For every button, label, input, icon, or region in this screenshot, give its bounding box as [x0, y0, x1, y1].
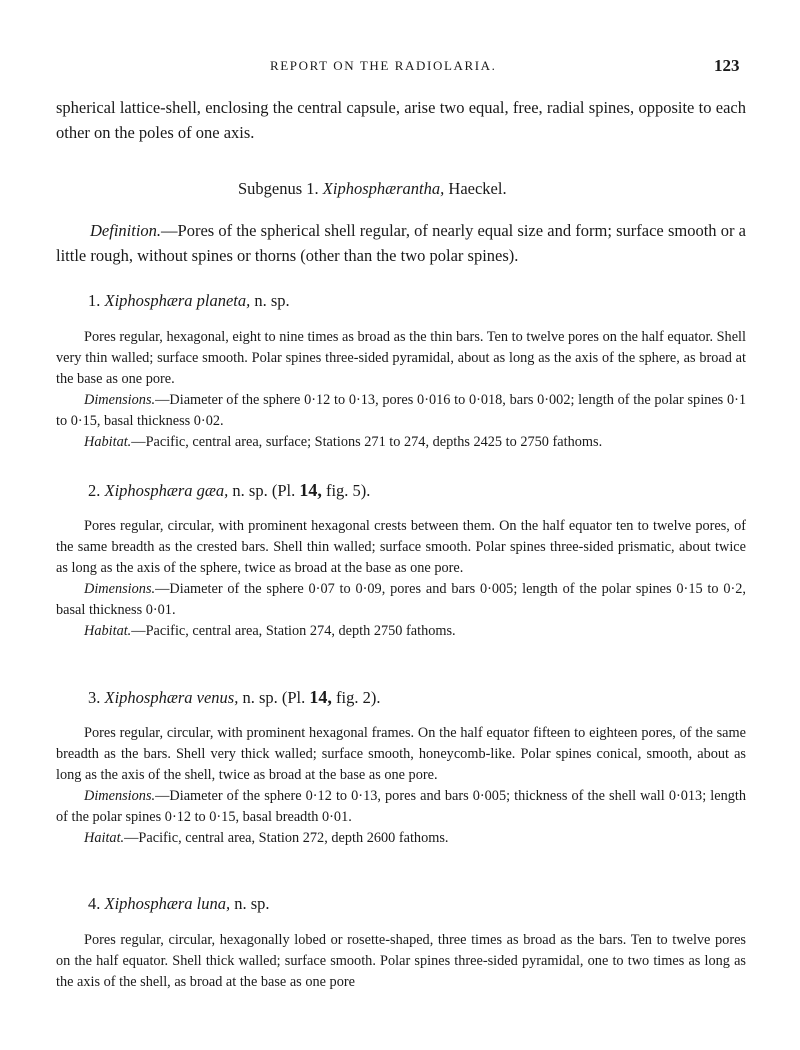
species-heading: [88, 894, 746, 918]
species-name: Xiphosphæra gæa,: [104, 481, 229, 500]
species-body: [56, 516, 746, 642]
species-habitat: [56, 432, 746, 453]
species-entry: [56, 480, 746, 642]
dimensions-text: —Diameter of the sphere 0·12 to 0·13, pores 0·016 to 0·018, bars 0·002; length of the polar spines 0·1 to 0·15, basal thickness 0·02.: [56, 392, 746, 429]
definition-text: —Pores of the spherical shell regular, of nearly equal size and form; surface smooth or a little rough, without spines or thorns (other than the two polar spines).: [56, 221, 746, 265]
species-dimensions: [56, 786, 746, 828]
habitat-text: —Pacific, central area, Station 272, depth 2600 fathoms.: [124, 830, 449, 846]
subgenus-author: Haeckel.: [448, 179, 507, 198]
plate-prefix: (Pl.: [271, 481, 296, 500]
species-status: n. sp.: [254, 291, 290, 310]
subgenus-prefix: Subgenus 1.: [238, 179, 319, 198]
species-entry: [56, 894, 746, 993]
species-description: Pores regular, circular, hexagonally lobed or rosette-shaped, three times as broad as the bars. Ten to twelve pores on the half equator. Shell thick walled; surface smooth. Polar spines three-sided pyramidal, one to two times as long as the axis of the shell, as broad at the base as one pore: [56, 932, 746, 990]
definition-paragraph: [56, 218, 746, 268]
species-heading: [88, 687, 746, 711]
plate-suffix: fig. 2).: [336, 688, 381, 707]
plate-number: 14,: [299, 480, 322, 500]
habitat-label: Haitat.: [84, 830, 125, 846]
species-description: Pores regular, circular, with prominent hexagonal frames. On the half equator fifteen to eighteen pores, of the same breadth as the bars. Shell very thick walled; surface smooth, honeycomb-like. Polar spines conical, smooth, about as long as the axis of the shell, twice as broad at the base as one pore.: [56, 725, 746, 783]
dimensions-text: —Diameter of the sphere 0·07 to 0·09, pores and bars 0·005; length of the polar spines 0·15 to 0·2, basal thickness 0·01.: [56, 581, 746, 618]
species-dimensions: [56, 579, 746, 621]
species-body: [56, 930, 746, 993]
intro-paragraph: spherical lattice-shell, enclosing the central capsule, arise two equal, free, radial spines, opposite to each other on the poles of one axis.: [56, 98, 746, 142]
species-heading: [88, 291, 746, 315]
dimensions-label: Dimensions.: [84, 581, 156, 597]
species-body: [56, 723, 746, 849]
species-status: n. sp.: [232, 481, 268, 500]
plate-number: 14,: [309, 687, 332, 707]
species-entry: [56, 291, 746, 453]
habitat-label: Habitat.: [84, 623, 132, 639]
species-habitat: [56, 828, 746, 849]
species-heading: [88, 480, 746, 504]
species-number: 2.: [88, 481, 101, 500]
species-description: Pores regular, hexagonal, eight to nine times as broad as the thin bars. Ten to twelve pores on the half equator. Shell very thin walled; surface smooth. Polar spines three-sided pyramidal, about as long as the axis of the sphere, as broad at the base as one pore.: [56, 329, 746, 387]
definition-label: Definition.: [90, 221, 162, 240]
species-name: Xiphosphæra planeta,: [104, 291, 251, 310]
dimensions-text: —Diameter of the sphere 0·12 to 0·13, pores and bars 0·005; thickness of the shell wall 0·013; length of the polar spines 0·12 to 0·15, basal breadth 0·01.: [56, 788, 746, 825]
species-number: 4.: [88, 894, 101, 913]
species-status: n. sp.: [234, 894, 270, 913]
species-status: n. sp.: [242, 688, 278, 707]
plate-suffix: fig. 5).: [325, 481, 371, 500]
subgenus-heading: [238, 179, 507, 199]
species-number: 1.: [88, 291, 101, 310]
species-description: Pores regular, circular, with prominent hexagonal crests between them. On the half equator ten to twelve pores, of the same breadth as the crested bars. Shell thin walled; surface smooth. Polar spines three-sided prismatic, about twice as long as the axis of the sphere, twice as broad at the base as one pore.: [56, 518, 746, 576]
habitat-label: Habitat.: [84, 434, 132, 450]
page-number: 123: [714, 56, 740, 75]
species-name: Xiphosphæra luna,: [104, 894, 231, 913]
habitat-text: —Pacific, central area, Station 274, depth 2750 fathoms.: [131, 623, 456, 639]
species-body: [56, 327, 746, 453]
species-entry: [56, 687, 746, 849]
species-dimensions: [56, 390, 746, 432]
dimensions-label: Dimensions.: [84, 392, 156, 408]
dimensions-label: Dimensions.: [84, 788, 156, 804]
plate-prefix: (Pl.: [281, 688, 306, 707]
species-name: Xiphosphæra venus,: [104, 688, 239, 707]
running-title: REPORT ON THE RADIOLARIA.: [270, 58, 497, 73]
species-number: 3.: [88, 688, 101, 707]
running-head: [0, 56, 800, 80]
subgenus-name: Xiphosphærantha,: [322, 179, 445, 198]
species-habitat: [56, 621, 746, 642]
habitat-text: —Pacific, central area, surface; Stations 271 to 274, depths 2425 to 2750 fathoms.: [131, 434, 603, 450]
